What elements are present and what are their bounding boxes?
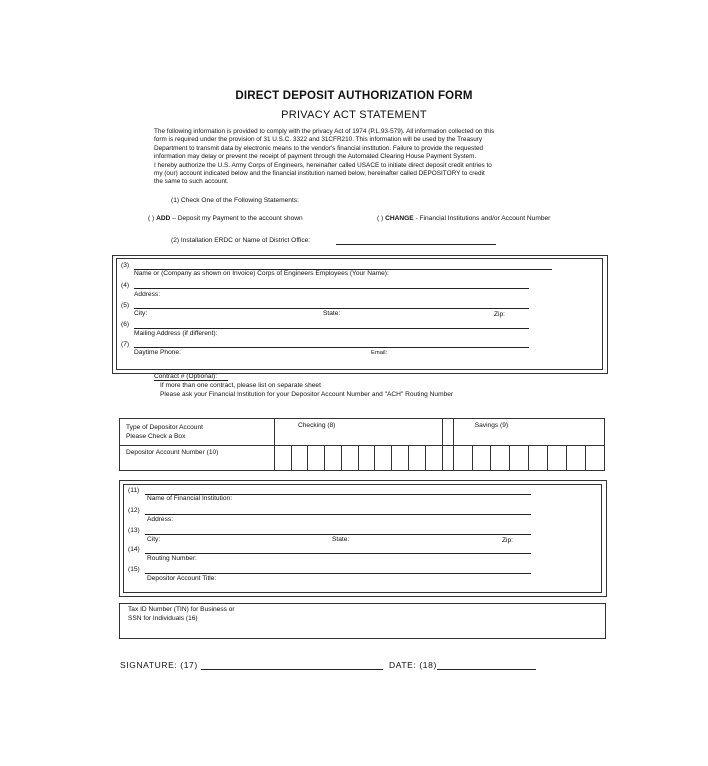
vendor-address-field[interactable] (134, 288, 529, 289)
signature-field[interactable] (201, 669, 383, 670)
privacy-line: The following information is provided to comply with the privacy Act of 1974 (P.L.93-579). All information collected on this (154, 128, 495, 135)
institution-city-label: City: (147, 536, 161, 543)
contract-field[interactable] (154, 380, 228, 381)
privacy-line: my (our) account indicated below and the financial institution named below, hereinafter called DEPOSITORY to credit (154, 170, 485, 178)
date-label: DATE: (18) (389, 660, 437, 670)
account-type-label: Type of Depositor Account (126, 424, 203, 431)
change-checkbox[interactable]: ( ) (377, 215, 384, 222)
vendor-mailing-label: Mailing Address (if different): (134, 330, 218, 337)
field-number: (4) (121, 282, 130, 289)
account-digit-box[interactable] (275, 446, 292, 471)
account-digit-box[interactable] (425, 446, 442, 471)
institution-address-label: Address: (147, 516, 174, 523)
form-subtitle: PRIVACY ACT STATEMENT (281, 109, 427, 121)
field-number: (7) (121, 341, 130, 348)
field-number: (12) (128, 507, 140, 514)
change-description: - Financial Institutions and/or Account Number (413, 215, 551, 222)
field-number: (13) (128, 527, 140, 534)
checking-box[interactable] (442, 419, 453, 446)
privacy-line: Department to transmit data by electronic means to the vendor's financial institution. Failure to provide the requested (154, 144, 484, 152)
privacy-line: information may delay or prevent the receipt of payment through the Automated Clearing House Payment System. (154, 153, 477, 161)
vendor-address-label: Address: (134, 291, 161, 298)
account-digit-box[interactable] (548, 446, 567, 471)
date-field[interactable] (437, 669, 536, 670)
form-title: DIRECT DEPOSIT AUTHORIZATION FORM (235, 90, 473, 102)
institution-name-label: Name of Financial Institution: (147, 495, 233, 502)
privacy-line: the same to such account. (154, 178, 229, 186)
savings-cell (453, 419, 604, 446)
field-number: (15) (128, 566, 140, 573)
depositor-account-table (119, 418, 605, 471)
contract-label: Contract # (Optional): (154, 373, 218, 380)
account-title-field[interactable] (145, 573, 531, 574)
change-option[interactable] (377, 215, 550, 222)
contract-note: If more than one contract, please list on separate sheet (160, 382, 321, 389)
vendor-name-field[interactable] (134, 269, 552, 270)
installation-field[interactable] (336, 244, 496, 245)
account-type-hint: Please Check a Box (126, 433, 186, 440)
account-digit-box[interactable] (566, 446, 585, 471)
add-option[interactable] (148, 215, 303, 222)
vendor-phone-field[interactable] (134, 347, 529, 348)
field-number: (3) (121, 262, 130, 269)
account-digit-box[interactable] (408, 446, 425, 471)
vendor-city-label: City: (134, 310, 148, 317)
vendor-city-field[interactable] (134, 308, 529, 309)
field-number: (11) (128, 487, 140, 494)
vendor-zip-label: Zip: (494, 311, 505, 318)
institution-zip-label: Zip: (502, 537, 513, 544)
account-digit-box[interactable] (510, 446, 529, 471)
privacy-line: I hereby authorize the U.S. Army Corps of Engineers, hereinafter called USACE to initiate direct deposit credit entries to (154, 161, 492, 169)
field-number: (6) (121, 321, 130, 328)
account-digit-box[interactable] (358, 446, 375, 471)
account-digit-box[interactable] (491, 446, 510, 471)
change-label: CHANGE (385, 215, 414, 222)
account-digit-box[interactable] (585, 446, 604, 471)
routing-number-field[interactable] (145, 553, 531, 554)
privacy-statement (154, 128, 574, 187)
add-label: ADD (156, 215, 171, 222)
vendor-phone-label: Daytime Phone: (134, 349, 181, 356)
account-digit-box[interactable] (453, 446, 472, 471)
institution-address-field[interactable] (145, 514, 531, 515)
checking-label: Checking (8) (298, 422, 336, 429)
institution-state-label: State: (332, 536, 350, 543)
account-title-label: Depositor Account Title: (147, 575, 217, 582)
field-number: (14) (128, 546, 140, 553)
installation-label: (2) Installation ERDC or Name of District Office: (171, 237, 311, 244)
vendor-state-label: State: (323, 310, 341, 317)
account-number-label: Depositor Account Number (10) (126, 449, 219, 456)
account-digit-box[interactable] (325, 446, 342, 471)
savings-label: Savings (9) (474, 422, 509, 429)
account-digit-box[interactable] (375, 446, 392, 471)
add-checkbox[interactable]: ( ) (148, 215, 155, 222)
institution-city-field[interactable] (145, 534, 531, 535)
checking-cell (275, 419, 443, 446)
tax-id-label: Tax ID Number (TIN) for Business or (128, 606, 235, 613)
account-digit-box[interactable] (341, 446, 358, 471)
vendor-email-label: Email: (371, 350, 388, 356)
vendor-mailing-field[interactable] (134, 328, 529, 329)
vendor-name-label: Name or (Company as shown on Invoice) Corps of Engineers Employees (Your Name): (134, 270, 389, 277)
account-digit-box[interactable] (472, 446, 491, 471)
signature-label: SIGNATURE: (17) (120, 660, 198, 670)
statement-instruction: (1) Check One of the Following Statements: (171, 197, 299, 204)
account-number-cell (120, 446, 275, 471)
tax-id-sublabel: SSN for Individuals (16) (128, 615, 198, 622)
privacy-line: form is required under the provision of 31 U.S.C. 3322 and 31CFR210. This information will be used by the Treasury (154, 136, 483, 144)
account-type-cell (120, 419, 275, 446)
account-digit-box[interactable] (442, 446, 453, 471)
account-digit-box[interactable] (291, 446, 308, 471)
account-digit-box[interactable] (308, 446, 325, 471)
field-number: (5) (121, 302, 130, 309)
add-description: – Deposit my Payment to the account shown (170, 215, 303, 222)
routing-number-label: Routing Number: (147, 555, 197, 562)
account-instructions: Please ask your Financial Institution for your Depositor Account Number and "ACH" Routing Number (160, 391, 454, 398)
account-digit-box[interactable] (392, 446, 409, 471)
account-digit-box[interactable] (529, 446, 548, 471)
institution-name-field[interactable] (145, 494, 531, 495)
